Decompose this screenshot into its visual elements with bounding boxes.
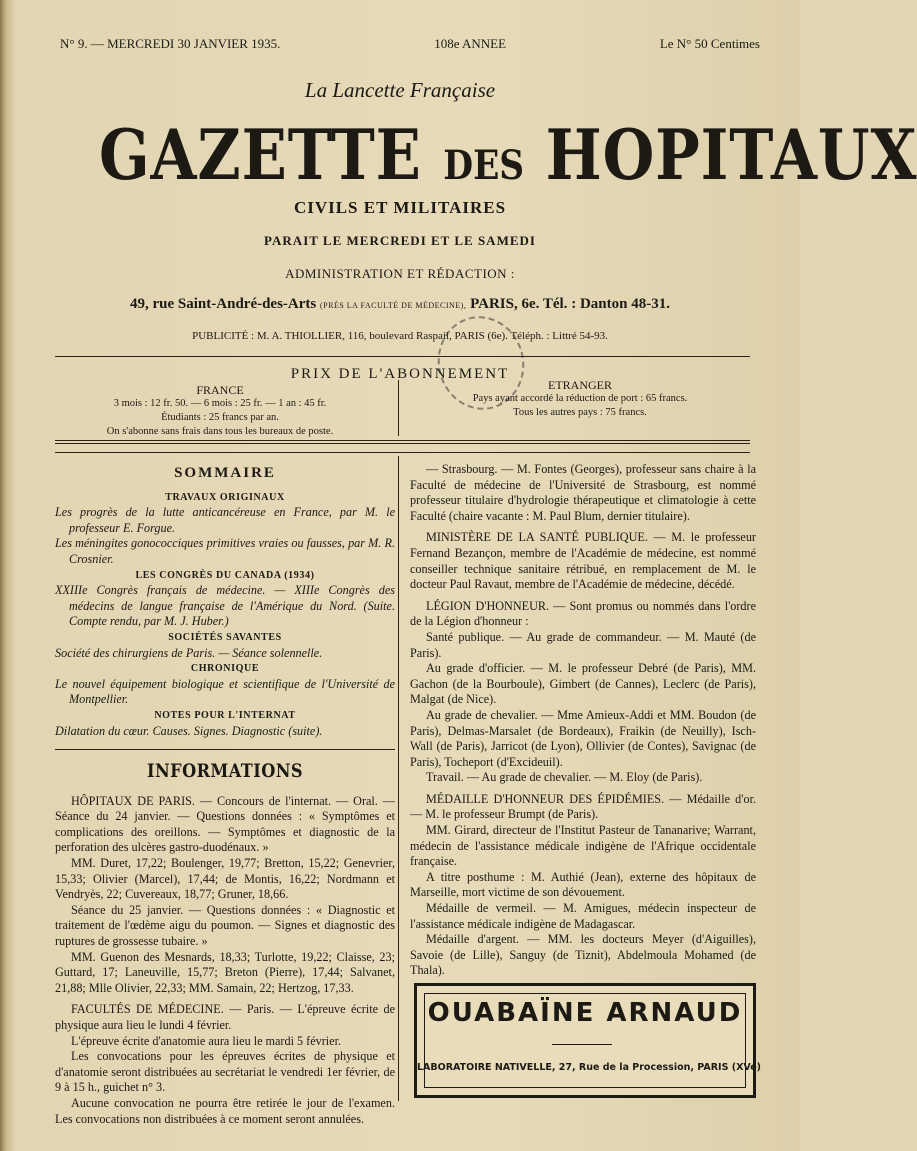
publicity-line: PUBLICITÉ : M. A. THIOLLIER, 116, boulevard Raspail, PARIS (6e). Téléph. : Littré 54-93. xyxy=(192,330,608,342)
news-paragraph: LÉGION D'HONNEUR. — Sont promus ou nommés dans l'ordre de la Légion d'honneur : xyxy=(410,598,756,629)
address-phone: Tél. : Danton 48-31. xyxy=(542,296,670,312)
info-paragraph: Aucune convocation ne pourra être retirée le jour de l'examen. Les convocations non distribuées à ce moment seront annulées. xyxy=(55,1095,395,1126)
address-street: 49, rue Saint-André-des-Arts xyxy=(130,296,317,312)
advertisement-divider xyxy=(552,1044,612,1045)
rule-mid-2 xyxy=(55,443,750,444)
sommaire-item: Les méningites gonococciques primitives vraies ou fausses, par M. R. Crosnier. xyxy=(55,536,395,566)
foreign-price-2: Tous les autres pays : 75 francs. xyxy=(513,407,647,418)
rule-top xyxy=(55,356,750,357)
news-paragraph: — Strasbourg. — M. Fontes (Georges), professeur sans chaire à la Faculté de médecine de l'Université de Strasbourg, est nommé professeur titulaire d'hydrologie thérapeutique et climatologie à cette Faculté (chaire vacante : M. Paul Blum, dernier titulaire). xyxy=(410,462,756,523)
title-des: DES xyxy=(443,142,525,189)
sommaire-section-internat: NOTES POUR L'INTERNAT xyxy=(154,709,296,721)
news-paragraph: Médaille d'argent. — MM. les docteurs Meyer (d'Aiguilles), Savoie (de Lille), Sanguy (de Tiznit), Abdelmoula Mohamed (de Thala). xyxy=(410,932,756,978)
subtitle: CIVILS ET MILITAIRES xyxy=(293,198,507,217)
sommaire-item: Société des chirurgiens de Paris. — Séance solennelle. xyxy=(55,645,323,660)
issue-price: Le N° 50 Centimes xyxy=(659,36,760,51)
column-divider xyxy=(398,456,399,1101)
title-hopitaux: HOPITAUX xyxy=(545,115,917,196)
sommaire-section-congres: LES CONGRÈS DU CANADA (1934) xyxy=(135,569,315,581)
sommaire-item: XXIIIe Congrès français de médecine. — XIIIe Congrès des médecins de langue française de l'Amérique du Nord. (Suite. Compte rendu, par M. J. Huber.) xyxy=(55,583,395,629)
address-line xyxy=(0,296,800,313)
right-column xyxy=(410,462,756,979)
news-paragraph: Travail. — Au grade de chevalier. — M. Eloy (de Paris). xyxy=(426,770,703,785)
title-gazette: GAZETTE xyxy=(99,115,422,196)
france-prices: 3 mois : 12 fr. 50. — 6 mois : 25 fr. — 1 an : 45 fr. xyxy=(113,398,327,409)
informations-heading: INFORMATIONS xyxy=(147,760,303,783)
issue-number: N° 9. — MERCREDI 30 JANVIER 1935. xyxy=(60,36,281,51)
subscription-france xyxy=(60,383,380,439)
sommaire-section-societes: SOCIÉTÉS SAVANTES xyxy=(168,631,282,643)
news-paragraph: MÉDAILLE D'HONNEUR DES ÉPIDÉMIES. — Médaille d'or. — M. le professeur Brumpt (de Paris). xyxy=(410,791,756,822)
news-paragraph: A titre posthume : M. Authié (Jean), externe des hôpitaux de Marseille, mort victime de son dévouement. xyxy=(410,869,756,900)
issue-year: 108e ANNEE xyxy=(434,36,507,51)
info-paragraph: MM. Duret, 17,22; Boulenger, 19,77; Bretton, 15,22; Genevrier, 15,33; Olivier (Marcel), 17,44; de Montis, 16,22; Nordmann et Vendryès, 22; Cuvereaux, 18,77; Gruner, 18,66. xyxy=(55,856,395,902)
address-city: PARIS, 6e. xyxy=(470,296,540,312)
rule-columns xyxy=(55,452,750,453)
subscription-divider xyxy=(398,380,399,436)
sommaire-section-travaux: TRAVAUX ORIGINAUX xyxy=(165,491,285,503)
sommaire-rule xyxy=(55,749,395,750)
news-paragraph: MINISTÈRE DE LA SANTÉ PUBLIQUE. — M. le professeur Fernand Bezançon, membre de l'Académie de médecine, est nommé conseiller technique sanitaire rétribué, en remplacement de M. le docteur Paul Ravaut, membre de l'Académie de médecine, décédé. xyxy=(410,530,756,592)
supertitle: La Lancette Française xyxy=(304,78,496,102)
info-paragraph: L'épreuve écrite d'anatomie aura lieu le mardi 5 février. xyxy=(71,1033,342,1048)
foreign-label: ETRANGER xyxy=(548,378,612,392)
advertisement-title: OUABAÏNE ARNAUD xyxy=(427,998,743,1028)
sommaire-section-chronique: CHRONIQUE xyxy=(190,663,260,675)
news-paragraph: Médaille de vermeil. — M. Amigues, médecin inspecteur de l'assistance médicale indigène de Madagascar. xyxy=(410,901,756,931)
info-paragraph: HÔPITAUX DE PARIS. — Concours de l'internat. — Oral. — Séance du 24 janvier. — Questions données : « Symptômes et complications des oreillons. — Symptômes et diagnostic de la perforation des ulcères gastro-duodénaux. » xyxy=(55,793,395,855)
frequency-line: PARAIT LE MERCREDI ET LE SAMEDI xyxy=(264,233,536,248)
subscription-heading: PRIX DE L'ABONNEMENT xyxy=(290,366,510,382)
info-paragraph: MM. Guenon des Mesnards, 18,33; Turlotte, 19,22; Claisse, 23; Guttard, 17; Laneuville, 15,77; Breton (Pierre), 17,44; Salvanet, 21,88; Mlle Olivier, 22,33; MM. Samain, 22; Hertzog, 17,33. xyxy=(55,949,395,995)
france-label: FRANCE xyxy=(196,383,244,397)
sommaire-item: Dilatation du cœur. Causes. Signes. Diagnostic (suite). xyxy=(55,723,323,738)
subscription-foreign xyxy=(410,378,750,420)
issue-line xyxy=(60,36,760,52)
advertisement-box xyxy=(414,983,762,1098)
news-paragraph: MM. Girard, directeur de l'Institut Pasteur de Tananarive; Warrant, médecin de l'assistance médicale indigène de l'Afrique occidentale française. xyxy=(410,823,756,869)
address-note: (PRÈS LA FACULTÉ DE MÉDECINE), xyxy=(320,301,467,310)
foreign-price-1: Pays ayant accordé la réduction de port : 65 francs. xyxy=(472,393,688,404)
students-price: Étudiants : 25 francs par an. xyxy=(161,412,279,423)
sommaire-item: Les progrès de la lutte anticancéreuse en France, par M. le professeur E. Forgue. xyxy=(55,505,395,535)
sommaire-item: Le nouvel équipement biologique et scientifique de l'Université de Montpellier. xyxy=(55,676,395,707)
newspaper-title xyxy=(99,115,917,206)
rule-mid-1 xyxy=(55,440,750,441)
sommaire-heading: SOMMAIRE xyxy=(174,465,276,481)
news-paragraph: Au grade d'officier. — M. le professeur Debré (de Paris), MM. Gachon (de la Bourboule), Gimbert (de Cannes), Leclerc (de Paris), Malgat (de Nice). xyxy=(410,661,756,707)
info-paragraph: FACULTÉS DE MÉDECINE. — Paris. — L'épreuve écrite de physique aura lieu le lundi 4 février. xyxy=(55,1002,395,1032)
advertisement-subtitle: LABORATOIRE NATIVELLE, 27, Rue de la Procession, PARIS (XVe) xyxy=(417,1062,762,1073)
free-subscription-note: On s'abonne sans frais dans tous les bureaux de poste. xyxy=(106,426,334,437)
info-paragraph: Les convocations pour les épreuves écrites de physique et d'anatomie seront distribuées au secrétariat le vendredi 1er février, de 9 à 15 h., guichet n° 3. xyxy=(55,1049,395,1095)
left-column xyxy=(55,466,395,1127)
news-paragraph: Santé publique. — Au grade de commandeur. — M. Mauté (de Paris). xyxy=(410,629,756,660)
admin-line: ADMINISTRATION ET RÉDACTION : xyxy=(285,266,515,281)
news-paragraph: Au grade de chevalier. — Mme Amieux-Addi et MM. Boudon (de Paris), Delmas-Marsalet (de Bordeaux), Fraikin (de Neuilly), Isch-Wall (de Paris), Jarricot (de Lyon), Ollivier (de Contes), Savignac (de Paris), Tocheport (d'Excideuil). xyxy=(410,707,756,769)
info-paragraph: Séance du 25 janvier. — Questions données : « Diagnostic et traitement de l'œdème aigu du poumon. — Signes et diagnostic des ruptures de grossesse tubaire. » xyxy=(55,902,395,949)
